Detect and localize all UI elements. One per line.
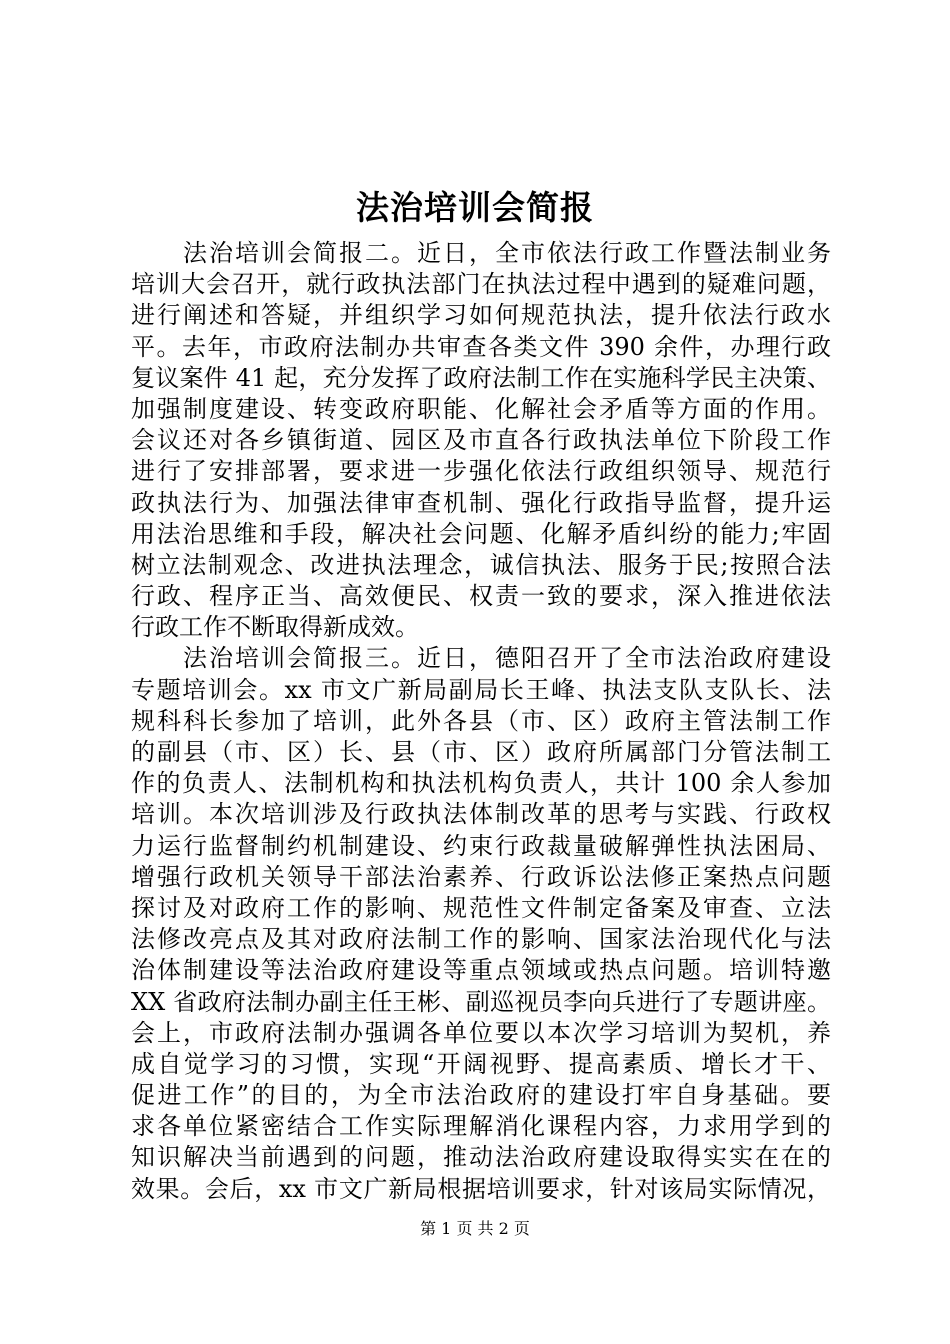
- paragraph: [131, 643, 831, 1204]
- text-line: XX 省政府法制办副主任王彬、副巡视员李向兵进行了专题讲座。: [131, 987, 831, 1016]
- text-line: 法治培训会简报三。近日，德阳召开了全市法治政府建设: [183, 644, 831, 673]
- text-line: 政执法行为、加强法律审查机制、强化行政指导监督，提升运: [131, 488, 831, 517]
- text-line: 培训大会召开，就行政执法部门在执法过程中遇到的疑难问题，: [131, 270, 831, 299]
- text-line: 加强制度建设、转变政府职能、化解社会矛盾等方面的作用。: [131, 394, 831, 423]
- text-line: 力运行监督制约机制建设、约束行政裁量破解弹性执法困局、: [131, 831, 831, 860]
- text-line: 用法治思维和手段，解决社会问题、化解矛盾纠纷的能力;牢固: [131, 519, 831, 548]
- text-line: 培训。本次培训涉及行政执法体制改革的思考与实践、行政权: [131, 800, 831, 829]
- text-line: 增强行政机关领导干部法治素养、行政诉讼法修正案热点问题: [131, 862, 831, 891]
- text-line: 行政工作不断取得新成效。: [131, 613, 419, 642]
- paragraph: [131, 238, 831, 643]
- text-line: 效果。会后，xx 市文广新局根据培训要求，针对该局实际情况，: [131, 1174, 831, 1203]
- text-line: 求各单位紧密结合工作实际理解消化课程内容，力求用学到的: [131, 1112, 831, 1141]
- document-title: 法治培训会简报: [356, 188, 594, 227]
- text-line: 平。去年，市政府法制办共审查各类文件 390 余件，办理行政: [131, 332, 831, 361]
- text-line: 治体制建设等法治政府建设等重点领域或热点问题。培训特邀: [131, 956, 831, 985]
- text-line: 会上，市政府法制办强调各单位要以本次学习培训为契机，养: [131, 1018, 831, 1047]
- text-line: 成自觉学习的习惯，实现“开阔视野、提高素质、增长才干、: [131, 1049, 831, 1078]
- text-line: 专题培训会。xx 市文广新局副局长王峰、执法支队支队长、法: [131, 675, 831, 704]
- text-line: 会议还对各乡镇街道、园区及市直各行政执法单位下阶段工作: [131, 426, 831, 455]
- document-body: [131, 238, 831, 1205]
- text-line: 行政、程序正当、高效便民、权责一致的要求，深入推进依法: [131, 582, 831, 611]
- text-line: 进行阐述和答疑，并组织学习如何规范执法，提升依法行政水: [131, 301, 831, 330]
- text-line: 知识解决当前遇到的问题，推动法治政府建设取得实实在在的: [131, 1143, 831, 1172]
- text-line: 的副县（市、区）长、县（市、区）政府所属部门分管法制工: [131, 738, 831, 766]
- text-line: 法治培训会简报二。近日，全市依法行政工作暨法制业务: [183, 239, 831, 267]
- text-line: 复议案件 41 起，充分发挥了政府法制工作在实施科学民主决策、: [131, 363, 831, 392]
- text-line: 规科科长参加了培训，此外各县（市、区）政府主管法制工作: [131, 706, 831, 735]
- text-line: 探讨及对政府工作的影响、规范性文件制定备案及审查、立法: [131, 893, 831, 922]
- page-footer: 第 1 页 共 2 页: [420, 1219, 530, 1238]
- text-line: 树立法制观念、改进执法理念，诚信执法、服务于民;按照合法: [131, 550, 831, 579]
- text-line: 作的负责人、法制机构和执法机构负责人，共计 100 余人参加: [131, 769, 831, 798]
- text-line: 法修改亮点及其对政府法制工作的影响、国家法治现代化与法: [131, 925, 831, 954]
- text-line: 促进工作”的目的，为全市法治政府的建设打牢自身基础。要: [131, 1081, 831, 1110]
- text-line: 进行了安排部署，要求进一步强化依法行政组织领导、规范行: [131, 457, 831, 486]
